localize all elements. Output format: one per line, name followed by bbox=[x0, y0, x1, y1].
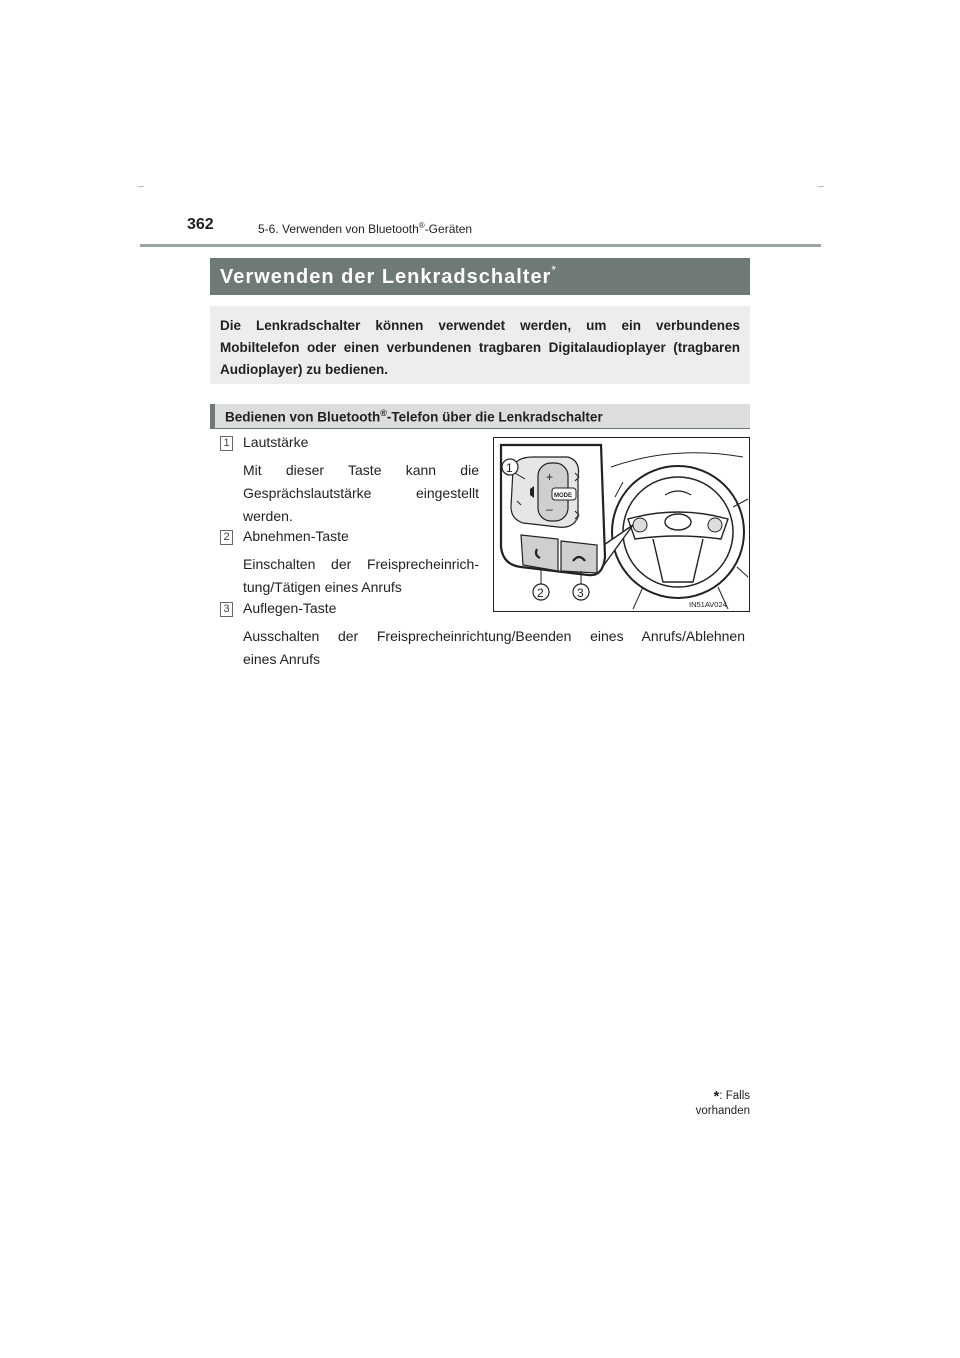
footnote-asterisk: * bbox=[713, 1088, 720, 1105]
item-1 bbox=[243, 431, 479, 528]
item-number-1: 1 bbox=[220, 436, 233, 451]
item-desc-line: Ausschalten der Freisprecheinrichtung/Beenden eines Anrufs/Ablehnen bbox=[243, 628, 745, 644]
steering-wheel-illustration bbox=[493, 437, 750, 612]
header-rule bbox=[140, 244, 821, 247]
item-title: Auflegen-Taste bbox=[243, 600, 337, 616]
intro-box bbox=[210, 306, 750, 384]
steering-switch-figure bbox=[493, 437, 750, 612]
callout-1: 1 bbox=[506, 461, 513, 475]
intro-text: Die Lenkradschalter können verwendet werden, um ein verbundenes Mobiltelefon oder einen verbundenen tragbaren Digitalaudioplayer (tragbaren Audioplayer) zu bedienen. bbox=[220, 318, 740, 377]
item-title: Abnehmen-Taste bbox=[243, 528, 349, 544]
breadcrumb bbox=[258, 221, 472, 236]
crop-mark bbox=[818, 186, 824, 187]
footnote bbox=[660, 1088, 750, 1117]
subsection-text-end: -Telefon über die Lenkradschalter bbox=[386, 409, 603, 425]
footnote-text: : Falls vorhanden bbox=[695, 1090, 750, 1117]
plus-symbol: + bbox=[546, 470, 554, 484]
registered-mark: ® bbox=[380, 408, 387, 418]
crop-mark bbox=[138, 186, 144, 187]
item-desc-line: werden. bbox=[243, 508, 293, 524]
item-desc-line: eines Anrufs bbox=[243, 651, 321, 667]
item-desc-line: Einschalten der Freisprecheinrich- bbox=[243, 556, 479, 572]
item-2 bbox=[243, 525, 479, 599]
section-title bbox=[210, 258, 750, 295]
callout-2: 2 bbox=[537, 586, 544, 600]
item-desc-line: tung/Tätigen eines Anrufs bbox=[243, 579, 402, 595]
section-title-text: Verwenden der Lenkradschalter bbox=[220, 266, 552, 288]
breadcrumb-text-end: -Geräten bbox=[424, 222, 473, 236]
item-desc-line: Gesprächslautstärke eingestellt bbox=[243, 485, 479, 501]
minus-symbol: – bbox=[546, 502, 553, 516]
callout-3: 3 bbox=[577, 586, 584, 600]
item-desc-line: Mit dieser Taste kann die bbox=[243, 462, 479, 478]
page-number: 362 bbox=[187, 216, 214, 233]
figure-code: IN51AV024 bbox=[689, 600, 727, 609]
item-title: Lautstärke bbox=[243, 434, 309, 450]
item-number-3: 3 bbox=[220, 602, 233, 617]
subsection-title bbox=[210, 404, 750, 429]
section-asterisk: * bbox=[551, 263, 558, 277]
subsection-text: Bedienen von Bluetooth bbox=[225, 409, 381, 425]
breadcrumb-text: 5-6. Verwenden von Bluetooth bbox=[258, 222, 419, 236]
item-number-2: 2 bbox=[220, 530, 233, 545]
mode-label: MODE bbox=[554, 493, 572, 499]
registered-mark: ® bbox=[418, 221, 425, 230]
